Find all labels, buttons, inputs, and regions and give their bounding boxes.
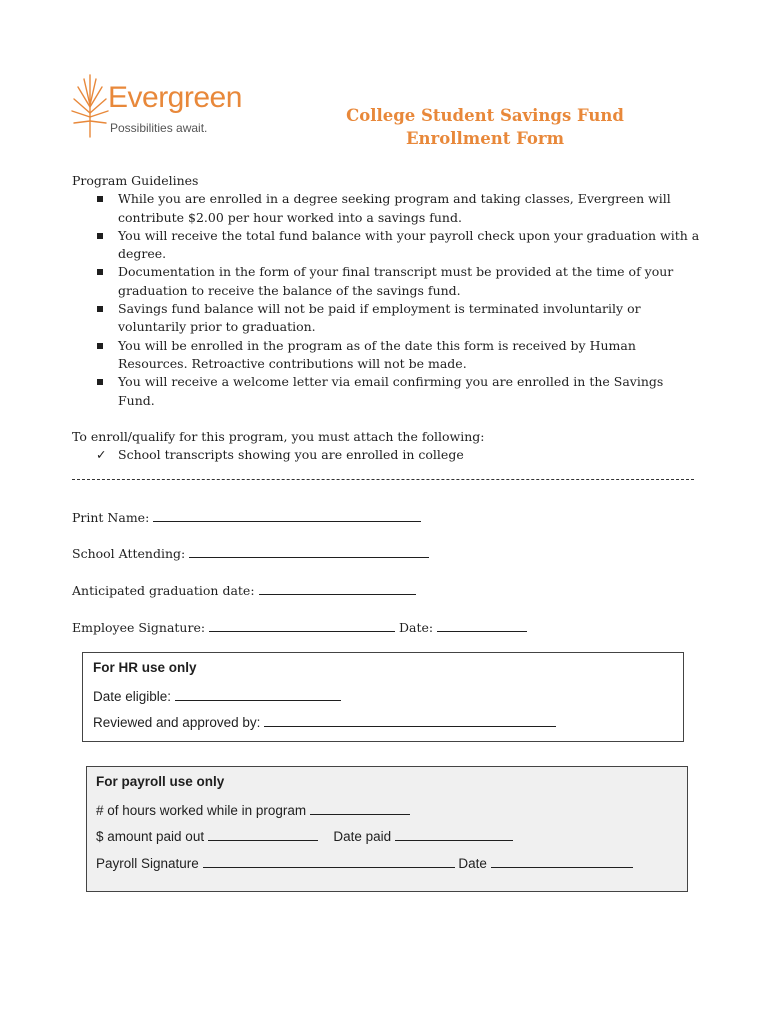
hr-box-heading: For HR use only	[93, 660, 197, 675]
guideline-text: You will receive a welcome letter via email confirming you are enrolled in the Savings Fund.	[118, 374, 664, 408]
guideline-text: While you are enrolled in a degree seeking program and taking classes, Evergreen will contribute $2.00 per hour worked into a savings fund.	[118, 191, 671, 225]
bullet-icon	[97, 196, 103, 202]
signature-row	[72, 618, 527, 637]
date-field[interactable]	[437, 618, 527, 632]
signature-field[interactable]	[209, 618, 395, 632]
bullet-icon	[97, 306, 103, 312]
payroll-date-label: Date	[458, 856, 487, 871]
logo-wordmark: Evergreen	[108, 81, 242, 114]
hours-label: # of hours worked while in program	[96, 803, 307, 818]
list-item	[72, 263, 702, 300]
print-name-row	[72, 508, 421, 527]
list-item	[72, 300, 702, 337]
date-eligible-label: Date eligible:	[93, 689, 172, 704]
guideline-text: You will receive the total fund balance with your payroll check upon your graduation with a degree.	[118, 227, 700, 262]
enroll-requirements	[72, 428, 702, 465]
print-name-field[interactable]	[153, 508, 421, 522]
amount-field[interactable]	[208, 827, 318, 841]
payroll-signature-row	[96, 854, 633, 871]
payroll-box-heading: For payroll use only	[96, 774, 225, 789]
amount-label: $ amount paid out	[96, 829, 205, 844]
tree-icon	[70, 73, 110, 139]
amount-row	[96, 827, 513, 844]
list-item	[72, 190, 702, 227]
payroll-signature-label: Payroll Signature	[96, 856, 199, 871]
logo-tagline: Possibilities await.	[110, 121, 208, 135]
date-label: Date:	[399, 620, 434, 635]
school-label: School Attending:	[72, 546, 186, 561]
list-item	[72, 337, 702, 374]
school-row	[72, 544, 429, 563]
school-field[interactable]	[189, 544, 429, 558]
graduation-label: Anticipated graduation date:	[72, 583, 255, 598]
form-title-line1: College Student Savings Fund	[346, 106, 624, 125]
payroll-date-field[interactable]	[491, 854, 633, 868]
graduation-row	[72, 581, 416, 600]
evergreen-logo	[70, 73, 250, 139]
reviewed-row	[93, 713, 556, 730]
guidelines-list	[72, 190, 702, 410]
bullet-icon	[97, 343, 103, 349]
form-title	[300, 104, 670, 150]
bullet-icon	[97, 379, 103, 385]
date-paid-label: Date paid	[333, 829, 392, 844]
guideline-text: You will be enrolled in the program as of the date this form is received by Human Resources. Retroactive contributions will not be made.	[118, 337, 636, 371]
payroll-signature-field[interactable]	[203, 854, 455, 868]
hr-use-box	[82, 652, 684, 742]
cut-line-divider	[72, 479, 694, 480]
reviewed-field[interactable]	[264, 713, 556, 727]
date-eligible-row	[93, 687, 341, 704]
guidelines-heading: Program Guidelines	[72, 173, 199, 188]
guideline-text: Savings fund balance will not be paid if employment is terminated involuntarily or voluntarily prior to graduation.	[118, 301, 641, 335]
reviewed-label: Reviewed and approved by:	[93, 715, 261, 730]
enroll-intro: To enroll/qualify for this program, you must attach the following:	[72, 429, 485, 444]
signature-label: Employee Signature:	[72, 620, 206, 635]
guideline-text: Documentation in the form of your final transcript must be provided at the time of your graduation to receive the balance of the savings fund.	[118, 264, 674, 298]
bullet-icon	[97, 233, 103, 239]
checkmark-icon: ✓	[96, 447, 107, 463]
list-item	[72, 227, 702, 264]
graduation-field[interactable]	[259, 581, 416, 595]
print-name-label: Print Name:	[72, 510, 150, 525]
requirement-text: School transcripts showing you are enrolled in college	[118, 447, 464, 463]
date-paid-field[interactable]	[395, 827, 513, 841]
date-eligible-field[interactable]	[175, 687, 341, 701]
bullet-icon	[97, 269, 103, 275]
list-item	[72, 373, 702, 410]
hours-field[interactable]	[310, 801, 410, 815]
hours-row	[96, 801, 410, 818]
list-item	[72, 446, 702, 464]
payroll-use-box	[86, 766, 688, 892]
program-guidelines	[72, 172, 702, 410]
form-title-line2: Enrollment Form	[405, 129, 565, 148]
